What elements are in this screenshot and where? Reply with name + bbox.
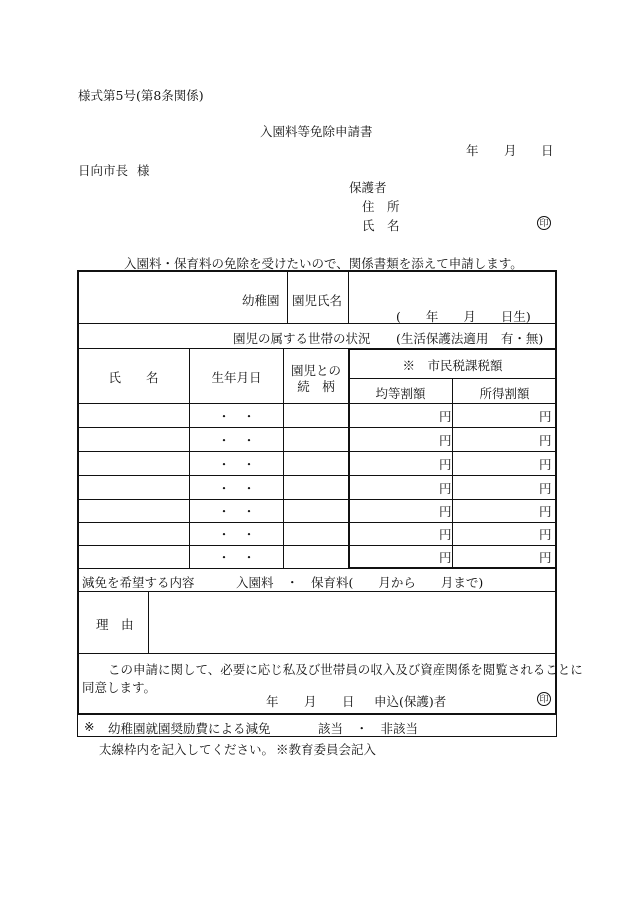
subsidy-label: 幼稚園就園奨励費による減免	[108, 721, 271, 736]
applicant-seal-icon: 印	[537, 692, 551, 706]
col-birthdate-header: 生年月日	[211, 370, 262, 385]
consent-date-month: 月	[304, 694, 317, 709]
consent-date-year: 年	[266, 694, 279, 709]
yen-income: 円	[539, 550, 552, 565]
consent-date-day: 日	[342, 694, 355, 709]
col-relation-header-1: 園児との	[290, 363, 341, 378]
subsidy-options: 該当 ・ 非該当	[318, 721, 419, 736]
yen-equal: 円	[439, 409, 452, 424]
birthdate-dots: ・ ・	[217, 550, 256, 565]
exemption-label: 減免を希望する内容	[82, 575, 195, 590]
address-label: 住 所	[362, 199, 400, 214]
intro-text: 入園料・保育料の免除を受けたいので、関係書類を添えて申請します。	[124, 256, 523, 271]
yen-equal: 円	[439, 457, 452, 472]
yen-income: 円	[539, 409, 552, 424]
reason-label: 理 由	[96, 617, 134, 632]
guardian-label: 保護者	[349, 180, 387, 195]
birthdate-dots: ・ ・	[217, 527, 256, 542]
form-number: 様式第5号(第8条関係)	[78, 88, 204, 103]
addressee-suffix: 様	[137, 163, 150, 178]
yen-equal: 円	[439, 504, 452, 519]
yen-income: 円	[539, 481, 552, 496]
welfare-label: (生活保護法適用 有・無)	[396, 331, 544, 346]
birthdate-dots: ・ ・	[217, 504, 256, 519]
yen-income: 円	[539, 527, 552, 542]
birthdate-dots: ・ ・	[217, 433, 256, 448]
header-date-day: 日	[541, 143, 554, 158]
kindergarten-label: 幼稚園	[242, 293, 280, 308]
yen-equal: 円	[439, 550, 452, 565]
yen-equal: 円	[439, 481, 452, 496]
birthdate-dots: ・ ・	[217, 457, 256, 472]
tax-income-header: 所得割額	[479, 386, 530, 401]
birthdate-dots: ・ ・	[217, 481, 256, 496]
addressee: 日向市長	[78, 163, 129, 178]
subsidy-mark: ※	[84, 719, 95, 734]
footer-note-bold-frame: 太線枠内を記入してください。	[99, 742, 275, 757]
tax-header: ※ 市民税課税額	[402, 358, 503, 373]
name-label: 氏 名	[362, 218, 400, 233]
col-relation-header-2: 続 柄	[297, 379, 335, 394]
yen-income: 円	[539, 457, 552, 472]
col-name-header: 氏 名	[108, 370, 159, 385]
footer-note-board: ※教育委員会記入	[276, 742, 377, 757]
header-date-year: 年	[466, 143, 479, 158]
yen-income: 円	[539, 504, 552, 519]
form-title: 入園料等免除申請書	[260, 124, 373, 139]
yen-income: 円	[539, 433, 552, 448]
child-name-label: 園児氏名	[292, 293, 343, 308]
seal-icon: 印	[537, 216, 551, 230]
exemption-content: 入園料 ・ 保育料( 月から 月まで)	[236, 575, 484, 590]
tax-equal-header: 均等割額	[375, 386, 426, 401]
header-date-month: 月	[504, 143, 517, 158]
applicant-label: 申込(保護)者	[374, 694, 447, 709]
birthdate-dots: ・ ・	[217, 409, 256, 424]
consent-text-line2: 同意します。	[82, 680, 157, 695]
household-label: 園児の属する世帯の状況	[233, 331, 371, 346]
consent-text-line1: この申請に関して、必要に応じ私及び世帯員の収入及び資産関係を閲覧されることに	[108, 662, 583, 677]
birth-date-paren: ( 年 月 日生)	[396, 309, 531, 324]
yen-equal: 円	[439, 433, 452, 448]
yen-equal: 円	[439, 527, 452, 542]
